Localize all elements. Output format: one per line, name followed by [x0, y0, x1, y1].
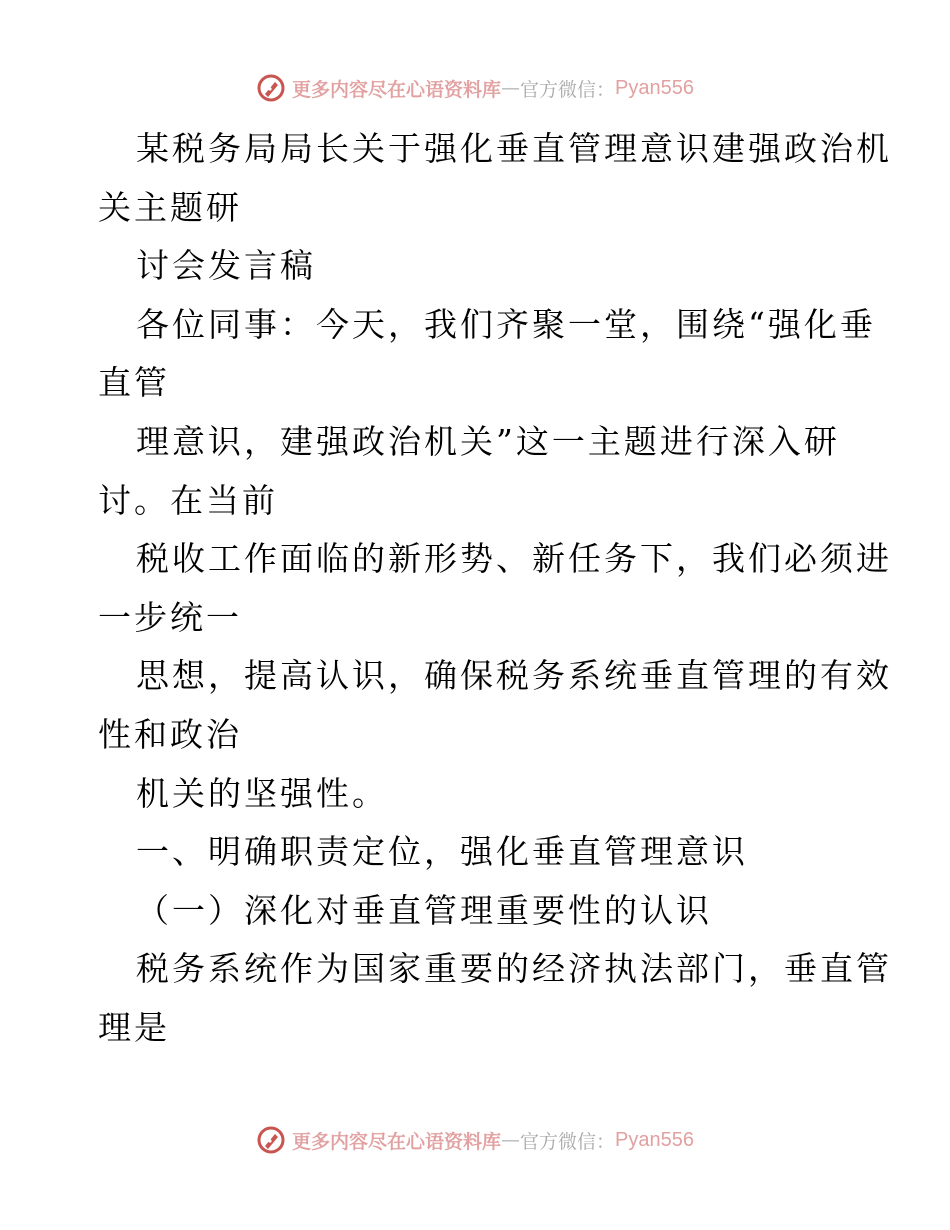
text-line: 性和政治 — [98, 714, 242, 754]
watermark-footer — [0, 1120, 950, 1160]
watermark-site-text: 更多内容尽在心语资料库 — [292, 78, 502, 101]
text-line: 税收工作面临的新形势、新任务下，我们必须进 — [136, 539, 892, 579]
text-line: 税务系统作为国家重要的经济执法部门，垂直管 — [136, 949, 892, 989]
pen-nib-icon — [256, 1125, 286, 1155]
text-line: 理是 — [98, 1007, 170, 1047]
watermark-header — [0, 68, 950, 108]
text-line: 机关的坚强性。 — [136, 773, 388, 813]
watermark-wechat-id: Pyan556 — [615, 1128, 694, 1151]
subsection-heading: （一）深化对垂直管理重要性的认识 — [136, 890, 712, 930]
watermark-dash: — — [501, 77, 521, 99]
text-line: 直管 — [98, 363, 170, 403]
text-line: 思想，提高认识，确保税务系统垂直管理的有效 — [136, 656, 892, 696]
watermark-wechat-id: Pyan556 — [615, 76, 694, 99]
pen-nib-icon — [256, 73, 286, 103]
section-heading: 一、明确职责定位，强化垂直管理意识 — [136, 832, 748, 872]
text-line: 某税务局局长关于强化垂直管理意识建强政治机 — [136, 129, 892, 168]
watermark-wechat-label: 官方微信： — [520, 1130, 616, 1153]
watermark-wechat-label: 官方微信： — [520, 78, 616, 101]
watermark-site-text: 更多内容尽在心语资料库 — [292, 1130, 502, 1153]
text-line: 各位同事：今天，我们齐聚一堂，围绕“强化垂 — [136, 304, 876, 344]
text-line: 讨会发言稿 — [136, 246, 316, 286]
document-body — [98, 120, 892, 1058]
watermark-dash: — — [501, 1129, 521, 1151]
text-line: 关主题研 — [98, 187, 242, 227]
text-line: 一步统一 — [98, 597, 242, 637]
text-line: 讨。在当前 — [98, 480, 278, 520]
text-line: 理意识，建强政治机关”这一主题进行深入研 — [136, 421, 840, 461]
